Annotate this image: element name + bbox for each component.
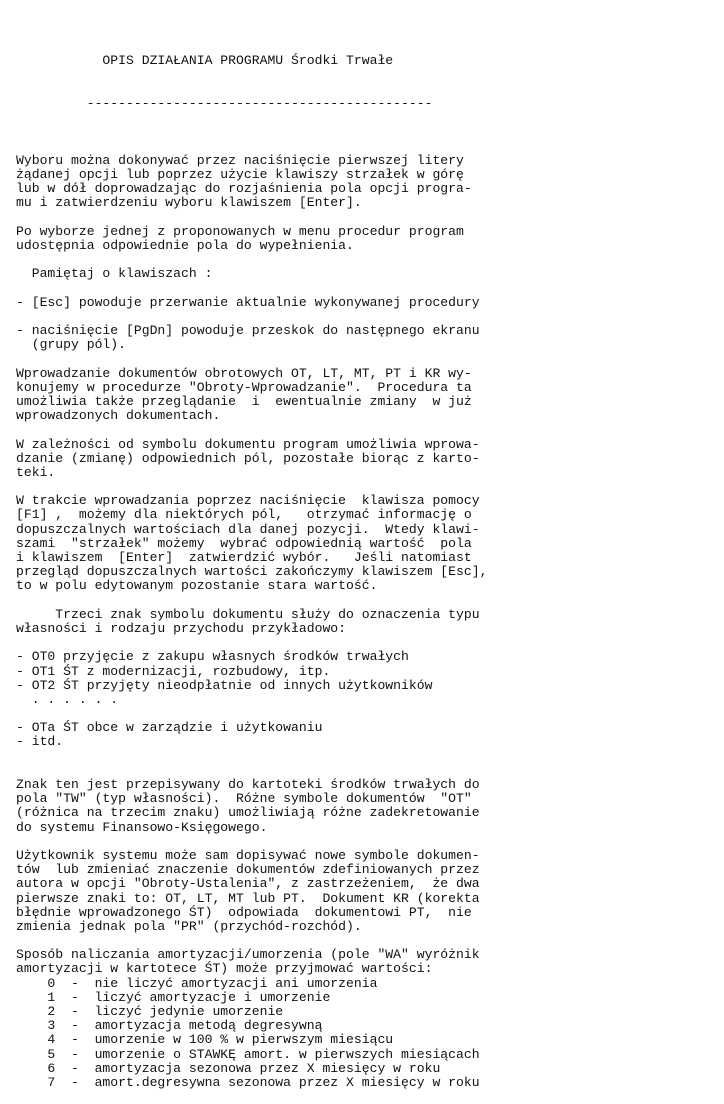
- document-body: [16, 140, 487, 1091]
- paragraph-esc: [16, 296, 487, 310]
- text-line: Po wyborze jednej z proponowanych w menu procedur program: [16, 223, 464, 239]
- text-line: dopuszczalnych wartościach dla danej pozycji. Wtedy klawi-: [16, 521, 480, 537]
- paragraph-pgdn: [16, 324, 487, 352]
- text-line: W trakcie wprowadzania poprzez naciśnięcie klawisza pomocy: [16, 493, 480, 509]
- document-title: OPIS DZIAŁANIA PROGRAMU Środki Trwałe: [16, 53, 394, 69]
- text-line: żądanej opcji lub poprzez użycie klawiszy strzałek w górę: [16, 166, 464, 182]
- paragraph-spacer: [16, 707, 487, 721]
- text-line: amortyzacji w kartotece ŚT) może przyjmować wartości:: [16, 961, 433, 977]
- text-line: - itd.: [16, 734, 64, 750]
- text-line: autora w opcji "Obroty-Ustalenia", z zastrzeżeniem, że dwa: [16, 876, 480, 892]
- paragraph-intro1: [16, 154, 487, 211]
- text-line: 4 - umorzenie w 100 % w pierwszym miesiącu: [16, 1032, 394, 1048]
- paragraph-spacer: [16, 253, 487, 267]
- paragraph-copied: [16, 778, 487, 835]
- text-line: szami "strzałek" możemy wybrać odpowiednią wartość pola: [16, 535, 472, 551]
- text-line: zmienia jednak pola "PR" (przychód-rozchód).: [16, 918, 362, 934]
- paragraph-remember: [16, 267, 487, 281]
- paragraph-spacer: [16, 835, 487, 849]
- text-line: 2 - liczyć jedynie umorzenie: [16, 1004, 284, 1020]
- text-line: 3 - amortyzacja metodą degresywną: [16, 1018, 323, 1034]
- paragraph-examples1: [16, 650, 487, 707]
- text-line: 7 - amort.degresywna sezonowa przez X miesięcy w roku: [16, 1074, 480, 1090]
- text-line: do systemu Finansowo-Księgowego.: [16, 819, 268, 835]
- paragraph-spacer: [16, 594, 487, 608]
- text-line: przegląd dopuszczalnych wartości zakończymy klawiszem [Esc],: [16, 564, 488, 580]
- text-line: własności i rodzaju przychodu przykładowo:: [16, 620, 347, 636]
- text-line: 1 - liczyć amortyzacje i umorzenie: [16, 989, 331, 1005]
- paragraph-spacer: [16, 140, 487, 154]
- text-line: Trzeci znak symbolu dokumentu służy do oznaczenia typu: [16, 606, 480, 622]
- text-line: i klawiszem [Enter] zatwierdzić wybór. Jeśli natomiast: [16, 550, 472, 566]
- paragraph-spacer: [16, 750, 487, 778]
- text-line: W zależności od symbolu dokumentu program umożliwia wprowa-: [16, 436, 480, 452]
- text-line: konujemy w procedurze "Obroty-Wprowadzanie". Procedura ta: [16, 379, 472, 395]
- paragraph-entry: [16, 367, 487, 424]
- text-line: (grupy pól).: [16, 337, 127, 353]
- text-line: Wprowadzanie dokumentów obrotowych OT, LT, MT, PT i KR wy-: [16, 365, 472, 381]
- paragraph-spacer: [16, 310, 487, 324]
- paragraph-spacer: [16, 423, 487, 437]
- text-line: (różnica na trzecim znaku) umożliwiają różne zadekretowanie: [16, 805, 480, 821]
- text-line: Pamiętaj o klawiszach :: [16, 266, 213, 282]
- paragraph-user: [16, 849, 487, 934]
- text-line: - OT0 przyjęcie z zakupu własnych środków trwałych: [16, 649, 409, 665]
- text-line: 5 - umorzenie o STAWKĘ amort. w pierwszych miesiącach: [16, 1046, 480, 1062]
- text-line: pola "TW" (typ własności). Różne symbole dokumentów "OT": [16, 791, 472, 807]
- text-line: Użytkownik systemu może sam dopisywać nowe symbole dokumen-: [16, 847, 480, 863]
- text-line: . . . . . .: [16, 691, 119, 707]
- text-line: Znak ten jest przepisywany do kartoteki środków trwałych do: [16, 777, 480, 793]
- text-line: - OT1 ŚT z modernizacji, rozbudowy, itp.: [16, 663, 331, 679]
- text-line: [F1] , możemy dla niektórych pól, otrzymać informację o: [16, 507, 472, 523]
- text-line: - OT2 ŚT przyjęty nieodpłatnie od innych użytkowników: [16, 677, 433, 693]
- text-line: umożliwia także przeglądanie i ewentualnie zmiany w już: [16, 393, 472, 409]
- text-line: Sposób naliczania amortyzacji/umorzenia (pole "WA" wyróżnik: [16, 947, 480, 963]
- text-line: dzanie (zmianę) odpowiednich pól, pozostałe biorąc z karto-: [16, 450, 480, 466]
- text-line: - OTa ŚT obce w zarządzie i użytkowaniu: [16, 720, 323, 736]
- text-line: tów lub zmieniać znaczenie dokumentów zdefiniowanych przez: [16, 862, 480, 878]
- paragraph-examples2: [16, 721, 487, 749]
- document-page: [16, 26, 487, 1104]
- paragraph-spacer: [16, 352, 487, 366]
- title-underline: --------------------------------------------: [16, 96, 433, 111]
- text-line: teki.: [16, 464, 56, 480]
- text-line: - [Esc] powoduje przerwanie aktualnie wykonywanej procedury: [16, 294, 480, 310]
- text-line: udostępnia odpowiednie pola do wypełnienia.: [16, 237, 354, 253]
- text-line: Wyboru można dokonywać przez naciśnięcie pierwszej litery: [16, 152, 464, 168]
- paragraph-spacer: [16, 480, 487, 494]
- text-line: - naciśnięcie [PgDn] powoduje przeskok do następnego ekranu: [16, 323, 480, 339]
- paragraph-help: [16, 494, 487, 593]
- paragraph-spacer: [16, 211, 487, 225]
- text-line: wprowadzonych dokumentach.: [16, 408, 221, 424]
- paragraph-amort: [16, 948, 487, 1090]
- text-line: 6 - amortyzacja sezonowa przez X miesięcy w roku: [16, 1060, 441, 1076]
- paragraph-symbol: [16, 438, 487, 481]
- text-line: to w polu edytowanym pozostanie stara wartość.: [16, 578, 378, 594]
- paragraph-third: [16, 608, 487, 636]
- text-line: 0 - nie liczyć amortyzacji ani umorzenia: [16, 975, 378, 991]
- paragraph-spacer: [16, 281, 487, 295]
- text-line: mu i zatwierdzeniu wyboru klawiszem [Enter].: [16, 195, 362, 211]
- paragraph-spacer: [16, 934, 487, 948]
- paragraph-intro2: [16, 225, 487, 253]
- text-line: lub w dół doprowadzając do rozjaśnienia pola opcji progra-: [16, 181, 472, 197]
- text-line: błędnie wprowadzonego ŚT) odpowiada dokumentowi PT, nie: [16, 904, 472, 920]
- paragraph-spacer: [16, 636, 487, 650]
- text-line: pierwsze znaki to: OT, LT, MT lub PT. Dokument KR (korekta: [16, 890, 480, 906]
